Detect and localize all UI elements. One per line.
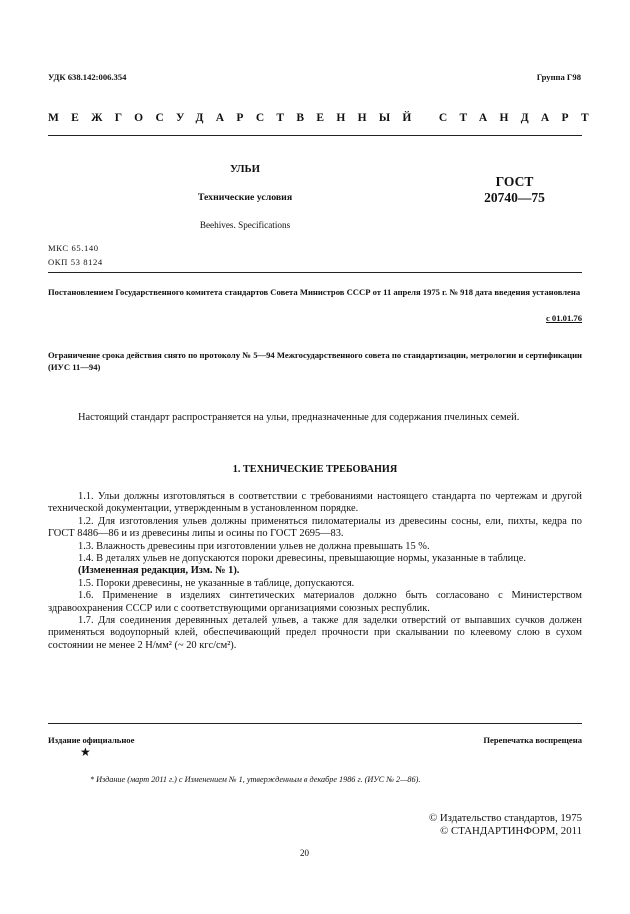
intro-paragraph: Настоящий стандарт распространяется на ульи, предназначенные для содержания пчелиных семей. xyxy=(78,412,520,423)
clause-1-2: 1.2. Для изготовления ульев должны применяться пиломатериалы из древесины сосны, ели, пихты, кедра по ГОСТ 8486—86 и из древесины липы и осины по ГОСТ 2695—83. xyxy=(48,515,582,540)
standard-type-banner: МЕЖГОСУДАРСТВЕННЫЙ СТАНДАРТ xyxy=(48,112,601,124)
banner-rule xyxy=(48,135,582,136)
gost-label: ГОСТ xyxy=(495,174,534,189)
restriction-text: Ограничение срока действия снято по протоколу № 5—94 Межгосударственного совета по стандартизации, метрологии и сертификации (ИУС 11—94) xyxy=(48,350,582,372)
clause-1-1: 1.1. Ульи должны изготовляться в соответствии с требованиями настоящего стандарта по чертежам и другой технической документации, утвержденным в установленном порядке. xyxy=(48,491,582,515)
page-number: 20 xyxy=(300,848,309,858)
decree-date: с 01.01.76 xyxy=(545,313,582,323)
gost-number: 20740—75 xyxy=(484,190,545,205)
document-title: УЛЬИ xyxy=(229,163,261,175)
decree-text: Постановлением Государственного комитета стандартов Совета Министров СССР от 11 апреля 1975 г. № 918 дата введения установлена xyxy=(48,287,581,297)
clause-1-4: 1.4. В деталях ульев не допускаются пороки древесины, превышающие нормы, указанные в таблице. xyxy=(78,553,526,565)
footer-rule xyxy=(48,723,582,724)
clause-1-6: 1.6. Применение в изделиях синтетических материалов должно быть согласовано с Министерством здравоохранения СССР или с соответствующими организациями союзных республик. xyxy=(48,590,582,614)
okp-code: ОКП 53 8124 xyxy=(48,257,103,267)
document-subtitle: Технические условия xyxy=(197,192,293,203)
reprint-prohibited: Перепечатка воспрещена xyxy=(483,735,582,745)
copyright-standartinform: © СТАНДАРТИНФОРМ, 2011 xyxy=(440,825,582,837)
english-title: Beehives. Specifications xyxy=(199,220,291,230)
copyright-block xyxy=(429,812,582,838)
section-heading: 1. ТЕХНИЧЕСКИЕ ТРЕБОВАНИЯ xyxy=(232,464,398,475)
mks-code: МКС 65.140 xyxy=(48,243,99,253)
group-code: Группа Г98 xyxy=(536,72,581,82)
header-line xyxy=(48,72,581,84)
clause-1-7: 1.7. Для соединения деревянных деталей ульев, а также для заделки отверстий от выпавших сучков должен применяться водоупорный клей, обеспечивающий предел прочности при скалывании по клеевому слою в сухом состоянии не менее 2 Н/мм² (~ 20 кгс/см²). xyxy=(48,615,582,651)
clause-1-3: 1.3. Влажность древесины при изготовлении ульев не должна превышать 15 %. xyxy=(78,540,430,552)
edition-footnote: * Издание (март 2011 г.) с Изменением № 1, утвержденным в декабре 1986 г. (ИУС № 2—86). xyxy=(90,775,421,784)
udk-code: УДК 638.142:006.354 xyxy=(48,72,127,82)
edition-note: (Измененная редакция, Изм. № 1). xyxy=(78,565,240,577)
star-mark: ★ xyxy=(80,745,91,759)
gost-block xyxy=(462,174,567,206)
header-rule xyxy=(48,272,582,273)
clauses-block xyxy=(48,491,582,652)
official-edition: Издание официальное xyxy=(48,735,135,745)
clause-1-5: 1.5. Пороки древесины, не указанные в таблице, допускаются. xyxy=(78,577,355,589)
copyright-standards: © Издательство стандартов, 1975 xyxy=(428,812,582,824)
